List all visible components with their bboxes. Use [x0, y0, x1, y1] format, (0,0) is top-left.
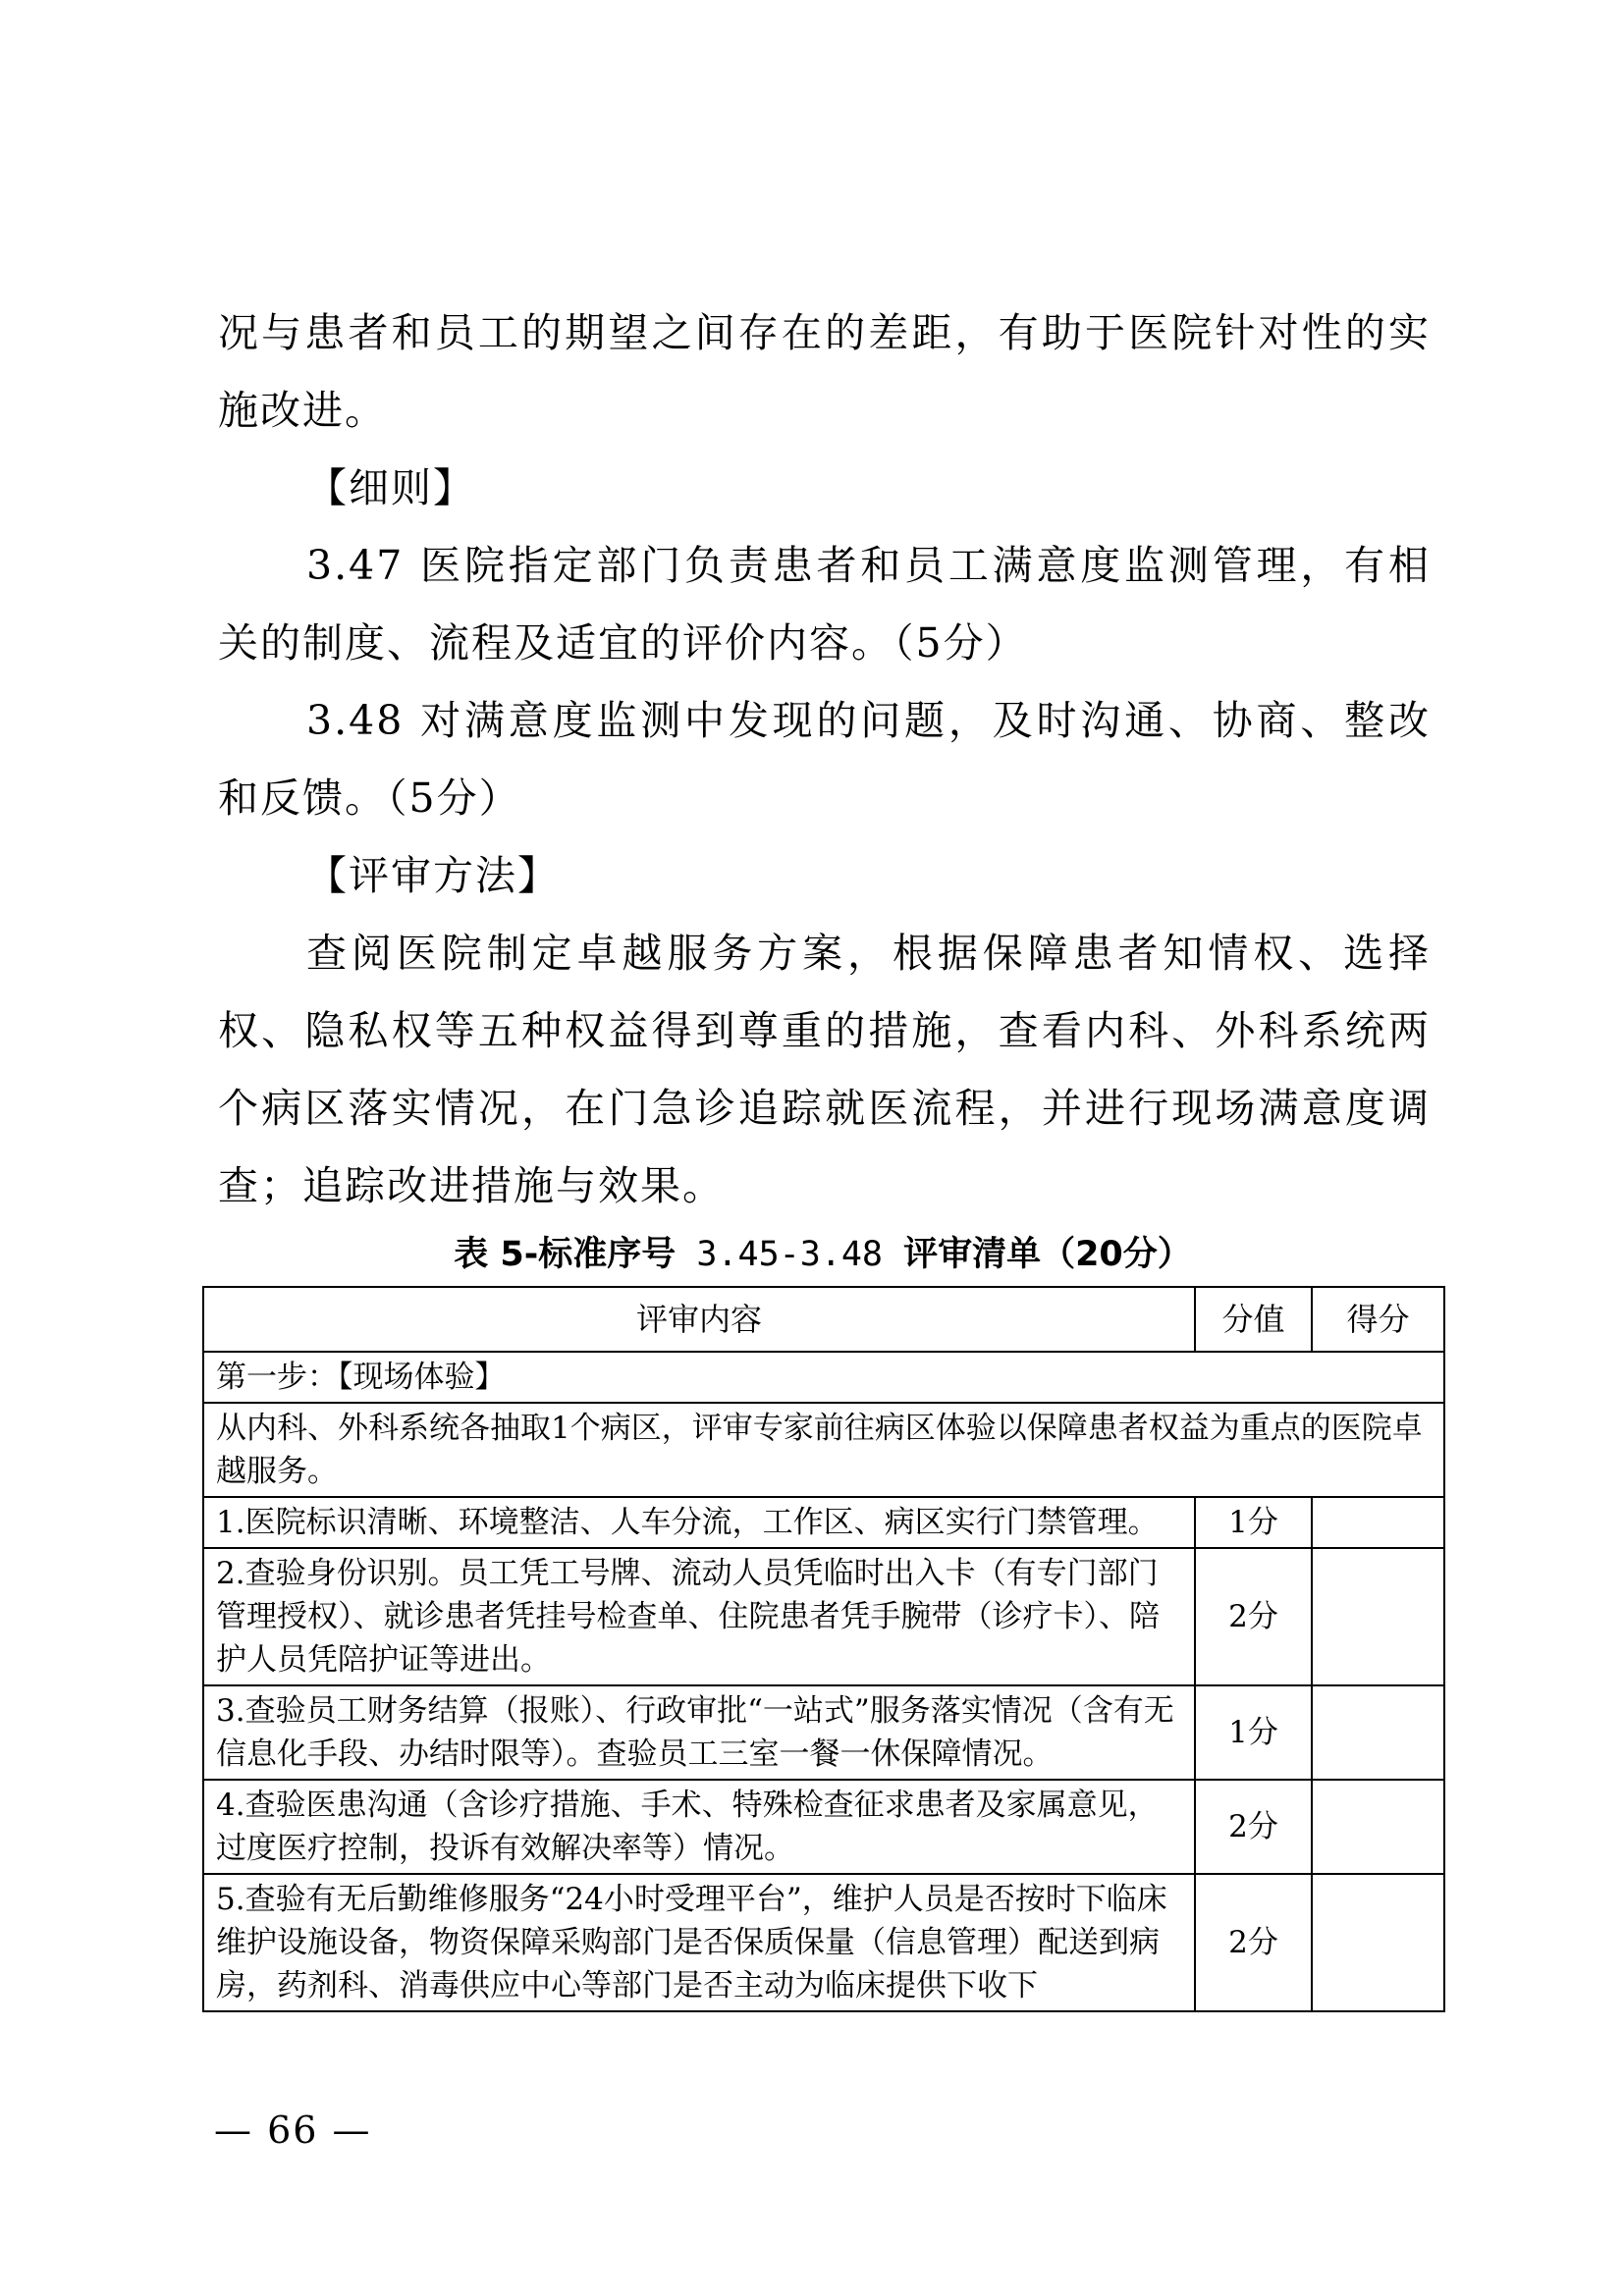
paragraph-rule-3-47: 3.47 医院指定部门负责患者和员工满意度监测管理，有相关的制度、流程及适宜的评价内容。（5分） [218, 542, 1431, 667]
paragraph-rule-3-48: 3.48 对满意度监测中发现的问题，及时沟通、协商、整改和反馈。（5分） [218, 697, 1431, 822]
table-caption [202, 1230, 1443, 1279]
row-obtained [1312, 1780, 1444, 1874]
step-intro: 从内科、外科系统各抽取1个病区，评审专家前往病区体验以保障患者权益为重点的医院卓越服务。 [203, 1403, 1444, 1497]
step-label: 第一步：【现场体验】 [203, 1352, 1444, 1403]
table-header-row [203, 1287, 1444, 1352]
header-obtained: 得分 [1312, 1287, 1444, 1352]
header-score: 分值 [1195, 1287, 1312, 1352]
row-score: 1分 [1195, 1497, 1312, 1548]
row-content: 4.查验医患沟通（含诊疗措施、手术、特殊检查征求患者及家属意见，过度医疗控制，投诉有效解决率等）情况。 [203, 1780, 1195, 1874]
section-heading-review-method: 【评审方法】 [306, 852, 560, 899]
table-row [203, 1685, 1444, 1780]
row-score: 2分 [1195, 1548, 1312, 1685]
caption-number: 3.45-3.48 [676, 1235, 904, 1274]
page-number: — 66 — [214, 2109, 372, 2152]
caption-prefix: 表 5-标准序号 [454, 1235, 677, 1274]
row-obtained [1312, 1685, 1444, 1780]
table-row [203, 1874, 1444, 2011]
review-checklist-table [202, 1286, 1445, 2012]
table-row [203, 1548, 1444, 1685]
caption-suffix: 评审清单（20分） [903, 1235, 1192, 1274]
table-row [203, 1780, 1444, 1874]
row-content: 3.查验员工财务结算（报账）、行政审批“一站式”服务落实情况（含有无信息化手段、办结时限等）。查验员工三室一餐一休保障情况。 [203, 1685, 1195, 1780]
table-intro-row [203, 1403, 1444, 1497]
row-score: 2分 [1195, 1780, 1312, 1874]
table-step-row [203, 1352, 1444, 1403]
row-obtained [1312, 1548, 1444, 1685]
row-content: 2.查验身份识别。员工凭工号牌、流动人员凭临时出入卡（有专门部门管理授权）、就诊患者凭挂号检查单、住院患者凭手腕带（诊疗卡）、陪护人员凭陪护证等进出。 [203, 1548, 1195, 1685]
row-content: 1.医院标识清晰、环境整洁、人车分流，工作区、病区实行门禁管理。 [203, 1497, 1195, 1548]
section-heading-rules: 【细则】 [306, 464, 475, 511]
row-content: 5.查验有无后勤维修服务“24小时受理平台”，维护人员是否按时下临床维护设施设备，物资保障采购部门是否保质保量（信息管理）配送到病房，药剂科、消毒供应中心等部门是否主动为临床提供下收下 [203, 1874, 1195, 2011]
row-score: 2分 [1195, 1874, 1312, 2011]
header-content: 评审内容 [203, 1287, 1195, 1352]
paragraph-continuation: 况与患者和员工的期望之间存在的差距，有助于医院针对性的实施改进。 [218, 309, 1431, 434]
row-obtained [1312, 1497, 1444, 1548]
paragraph-review-method: 查阅医院制定卓越服务方案，根据保障患者知情权、选择权、隐私权等五种权益得到尊重的措施，查看内科、外科系统两个病区落实情况，在门急诊追踪就医流程，并进行现场满意度调查；追踪改进措施与效果。 [218, 930, 1431, 1209]
table-row [203, 1497, 1444, 1548]
row-obtained [1312, 1874, 1444, 2011]
row-score: 1分 [1195, 1685, 1312, 1780]
